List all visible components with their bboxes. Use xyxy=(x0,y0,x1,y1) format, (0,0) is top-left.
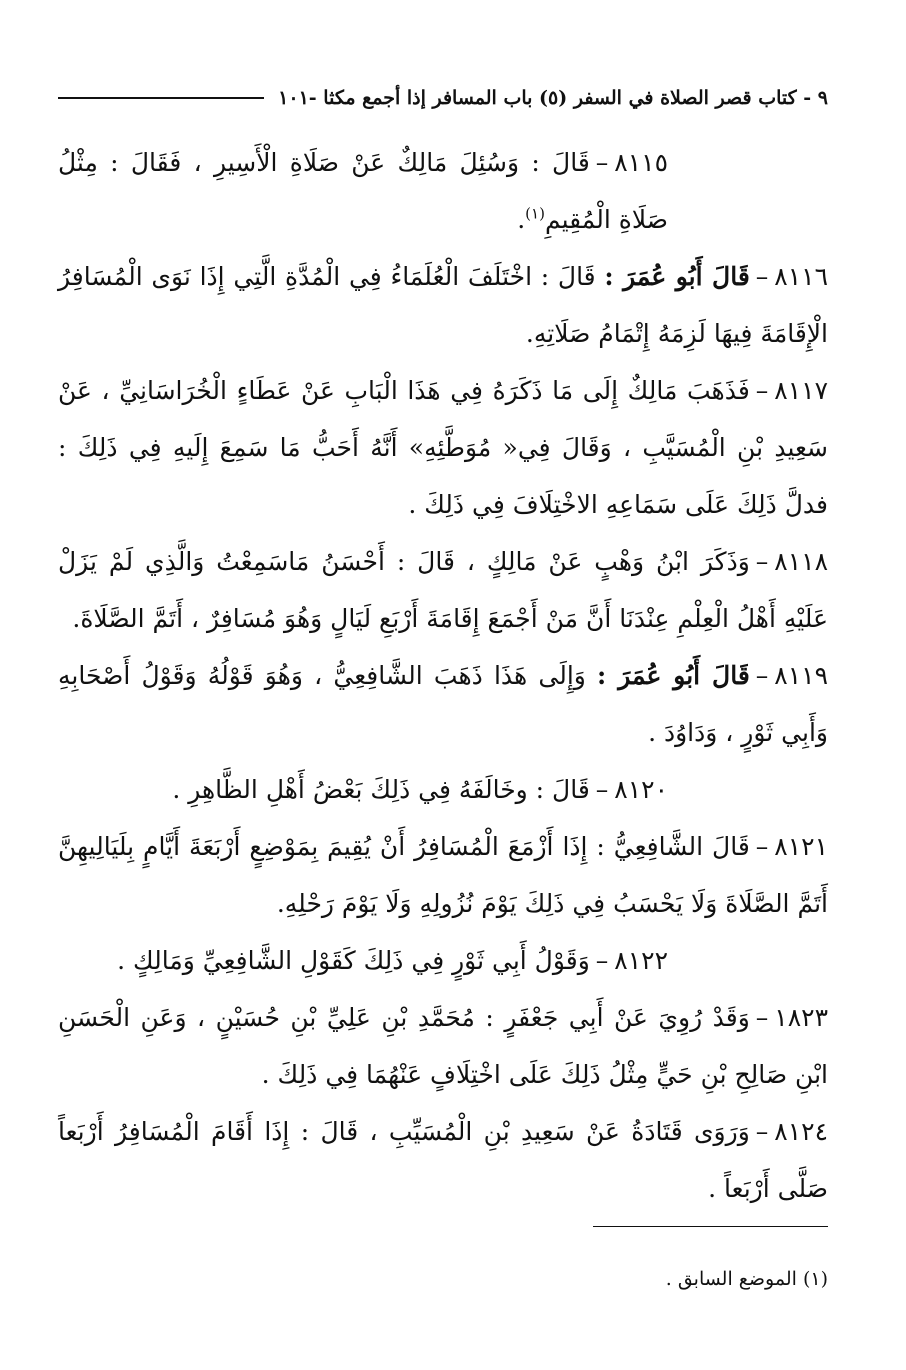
paragraph-number: ٨١٢١ xyxy=(774,832,828,861)
header-title: ٩ - كتاب قصر الصلاة في السفر (٥) باب المسافر إذا أجمع مكثا -١٠١ xyxy=(278,87,828,109)
paragraph-dash: – xyxy=(755,262,769,291)
paragraph xyxy=(58,533,828,647)
paragraph xyxy=(58,1103,828,1217)
paragraph-text: قَالَ الشَّافِعِيُّ : إِذَا أَزْمَعَ الْمُسَافِرُ أَنْ يُقِيمَ بِمَوْضِعٍ أَرْبَعَةَ أَيَّامٍ بِلَيَالِيهِنَّ أَتَمَّ الصَّلَاةَ وَلَا يَحْسَبُ فِي ذَلِكَ يَوْمَ نُزُولِهِ وَلَا يَوْمَ رَحْلِهِ. xyxy=(58,832,828,918)
paragraph-number: ٨١٢٢ xyxy=(614,946,668,975)
paragraph xyxy=(58,134,828,248)
footnotes xyxy=(666,1264,828,1294)
book-page xyxy=(58,78,828,1338)
paragraph-text: قَالَ : وَسُئِلَ مَالِكٌ عَنْ صَلَاةِ الْأَسِيرِ ، فَقَالَ : مِثْلُ صَلَاةِ الْمُقِيمِ xyxy=(58,148,668,234)
paragraph-number: ٨١١٩ xyxy=(774,661,829,690)
running-header xyxy=(58,78,828,118)
paragraph-number: ٨١٢٤ xyxy=(774,1117,828,1146)
paragraph-dash: – xyxy=(755,376,769,405)
paragraph-dash: – xyxy=(755,547,769,576)
paragraph-dash: – xyxy=(755,1117,769,1146)
paragraph-dash: – xyxy=(595,775,609,804)
footnote: (١) الموضع السابق . xyxy=(665,1268,828,1290)
paragraph-lead: قَالَ أَبُو عُمَرَ : xyxy=(604,262,750,291)
paragraph-number: ٨١٢٠ xyxy=(614,775,668,804)
paragraph-dash: – xyxy=(755,661,769,690)
paragraph-dash: – xyxy=(595,148,609,177)
paragraph-text: قَالَ : وخَالَفَهُ فِي ذَلِكَ بَعْضُ أَهْلِ الظَّاهِرِ . xyxy=(172,775,590,804)
paragraph xyxy=(58,761,828,818)
paragraph xyxy=(58,362,828,533)
paragraph-tail: . xyxy=(517,205,526,234)
paragraph-dash: – xyxy=(595,946,609,975)
paragraph-text: وَإِلَى هَذَا ذَهَبَ الشَّافِعِيُّ ، وَهُوَ قَوْلُهُ وَقَوْلُ أَصْحَابِهِ وَأَبِي ثَوْرٍ ، وَدَاوُدَ . xyxy=(58,661,828,747)
paragraph-number: ٨١١٨ xyxy=(774,547,828,576)
paragraph-text: قَالَ : اخْتَلَفَ الْعُلَمَاءُ فِي الْمُدَّةِ الَّتِي إِذَا نَوَى الْمُسَافِرُ الْإِقَامَةَ فِيهَا لَزِمَهُ إِتْمَامُ صَلَاتِهِ. xyxy=(58,262,828,348)
footnote-reference[interactable]: (١) xyxy=(525,204,545,223)
paragraph xyxy=(58,932,828,989)
paragraph-number: ١٨٢٣ xyxy=(774,1003,828,1032)
paragraph-number: ٨١١٧ xyxy=(774,376,828,405)
paragraph-number: ٨١١٥ xyxy=(614,148,668,177)
paragraph-text: وَذَكَرَ ابْنُ وَهْبٍ عَنْ مَالِكٍ ، قَالَ : أَحْسَنُ مَاسَمِعْتُ وَالَّذِي لَمْ يَزَلْ عَلَيْهِ أَهْلُ الْعِلْمِ عِنْدَنَا أَنَّ مَنْ أَجْمَعَ إِقَامَةَ أَرْبَعِ لَيَالٍ وَهُوَ مُسَافِرٌ ، أَتَمَّ الصَّلَاةَ. xyxy=(58,547,828,633)
paragraph-text: وَقَوْلُ أَبِي ثَوْرٍ فِي ذَلِكَ كَقَوْلِ الشَّافِعِيِّ وَمَالِكٍ . xyxy=(117,946,590,975)
paragraph-number: ٨١١٦ xyxy=(774,262,828,291)
paragraph xyxy=(58,248,828,362)
main-text xyxy=(58,134,828,1217)
paragraph-lead: قَالَ أَبُو عُمَرَ : xyxy=(597,661,750,690)
header-rule xyxy=(58,97,264,99)
footnote-separator xyxy=(593,1226,828,1227)
paragraph-dash: – xyxy=(755,832,769,861)
paragraph-text: وَقَدْ رُوِيَ عَنْ أَبِي جَعْفَرٍ : مُحَمَّدِ بْنِ عَلِيِّ بْنِ حُسَيْنٍ ، وَعَنِ الْحَسَنِ ابْنِ صَالِحِ بْنِ حَيٍّ مِثْلُ ذَلِكَ عَلَى اخْتِلَافٍ عَنْهُمَا فِي ذَلِكَ . xyxy=(58,1003,828,1089)
paragraph xyxy=(58,818,828,932)
paragraph-dash: – xyxy=(755,1003,769,1032)
paragraph-text: فَذَهَبَ مَالِكٌ إِلَى مَا ذَكَرَهُ فِي هَذَا الْبَابِ عَنْ عَطَاءٍ الْخُرَاسَانِيِّ ، عَنْ سَعِيدِ بْنِ الْمُسَيَّبِ ، وَقَالَ فِي« مُوَطَّئِهِ» أَنَّهُ أَحَبُّ مَا سَمِعَ إِلَيهِ فِي ذَلِكَ : فدلَّ ذَلِكَ عَلَى سَمَاعِهِ الاخْتِلَافَ فِي ذَلِكَ . xyxy=(58,376,828,519)
paragraph xyxy=(58,647,828,761)
paragraph xyxy=(58,989,828,1103)
paragraph-text: وَرَوَى قَتَادَةُ عَنْ سَعِيدِ بْنِ الْمُسَيِّبِ ، قَالَ : إِذَا أَقَامَ الْمُسَافِرُ أَرْبَعاً صَلَّى أَرْبَعاً . xyxy=(58,1117,828,1203)
